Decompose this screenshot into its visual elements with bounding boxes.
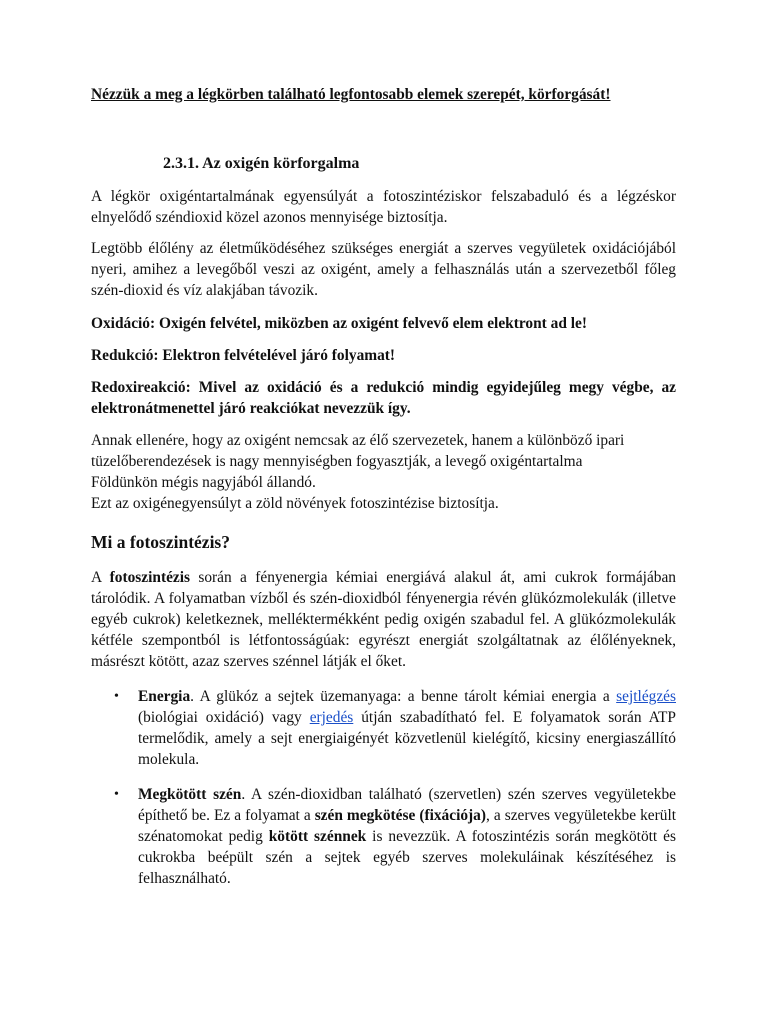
link-erjedes[interactable]: erjedés	[309, 709, 354, 726]
bold-term: szén megkötése (fixációja)	[314, 807, 486, 824]
list-item-text	[138, 784, 676, 889]
list-item-text	[138, 686, 676, 770]
text-span: útján szabadítható fel. E folyamatok során ATP termelődik, amely a sejt energiaigényét közvetlenül kielégítő, kicsiny energiaszállító molekula.	[138, 709, 676, 768]
definition-redox: Redoxireakció: Mivel az oxidáció és a redukció mindig egyidejűleg megy végbe, az elektronátmenettel járó reakciókat nevezzük így.	[91, 379, 676, 417]
text-span: is nevezzük. A fotoszintézis során megkötött és cukrokba beépült szén a sejtek egyéb szerves molekuláinak készítéséhez is felhasználható.	[138, 828, 676, 887]
link-sejtlegzes[interactable]: sejtlégzés	[616, 688, 676, 705]
text-span: , a szerves vegyületekbe került szénatomokat pedig	[138, 807, 677, 845]
text-span: A	[91, 569, 110, 586]
paragraph-photosynthesis	[91, 567, 676, 672]
document-body	[91, 84, 676, 889]
bullet-list	[91, 686, 676, 889]
bold-term: Energia	[138, 688, 191, 705]
paragraph-oxygen-balance: A légkör oxigéntartalmának egyensúlyát a fotoszintéziskor felszabaduló és a légzéskor elnyelődő széndioxid közel azonos mennyisége biztosítja.	[91, 188, 676, 226]
paragraph-energy: Legtöbb élőlény az életműködéséhez szükséges energiát a szerves vegyületek oxidációjából nyeri, amihez a levegőből veszi az oxigént, amely a felhasználás után a szervezetből főleg szén-dioxid és víz alakjában távozik.	[91, 240, 676, 299]
document-title: Nézzük a meg a légkörben található legfontosabb elemek szerepét, körforgását!	[91, 86, 611, 103]
paragraph-line: Földünkön mégis nagyjából állandó.	[91, 474, 316, 491]
paragraph-line: Annak ellenére, hogy az oxigént nemcsak az élő szervezetek, hanem a különböző ipari	[91, 432, 625, 449]
bold-term: fotoszintézis	[109, 569, 190, 586]
paragraph-line: tüzelőberendezések is nagy mennyiségben fogyasztják, a levegő oxigéntartalma	[91, 453, 583, 470]
section-heading: 2.3.1. Az oxigén körforgalma	[163, 155, 360, 172]
definition-reduction: Redukció: Elektron felvételével járó folyamat!	[91, 347, 396, 364]
bold-term: kötött szénnek	[268, 828, 367, 845]
bold-term: Megkötött szén	[138, 786, 242, 803]
text-span: . A szén-dioxidban található (szervetlen) szén szerves vegyületekbe építhető be. Ez a folyamat a	[138, 786, 676, 824]
list-item-carbon	[91, 784, 676, 889]
bullet-icon: •	[114, 787, 119, 802]
definition-oxidation: Oxidáció: Oxigén felvétel, miközben az oxigént felvevő elem elektront ad le!	[91, 315, 587, 332]
text-span: során a fényenergia kémiai energiává alakul át, ami cukrok formájában tárolódik. A folyamatban vízből és szén-dioxidból fényenergia révén glükózmolekulák (illetve egyéb cukrok) keletkeznek, melléktermékként pedig oxigén szabadul fel. A glükózmolekulák kétféle szempontból is létfontosságúak: egyrészt energiát szolgáltatnak az élőlényeknek, másrészt kötött, azaz szerves szénnel látják el őket.	[91, 569, 676, 670]
paragraph-line: Ezt az oxigénegyensúlyt a zöld növények fotoszintézise biztosítja.	[91, 495, 499, 512]
paragraph-oxygen-consumption	[91, 430, 676, 514]
photosynthesis-heading: Mi a fotoszintézis?	[91, 532, 230, 552]
bullet-icon: •	[114, 689, 119, 704]
text-span: . A glükóz a sejtek üzemanyaga: a benne tárolt kémiai energia a	[190, 688, 617, 705]
text-span: (biológiai oxidáció) vagy	[138, 709, 310, 726]
list-item-energy	[91, 686, 676, 770]
